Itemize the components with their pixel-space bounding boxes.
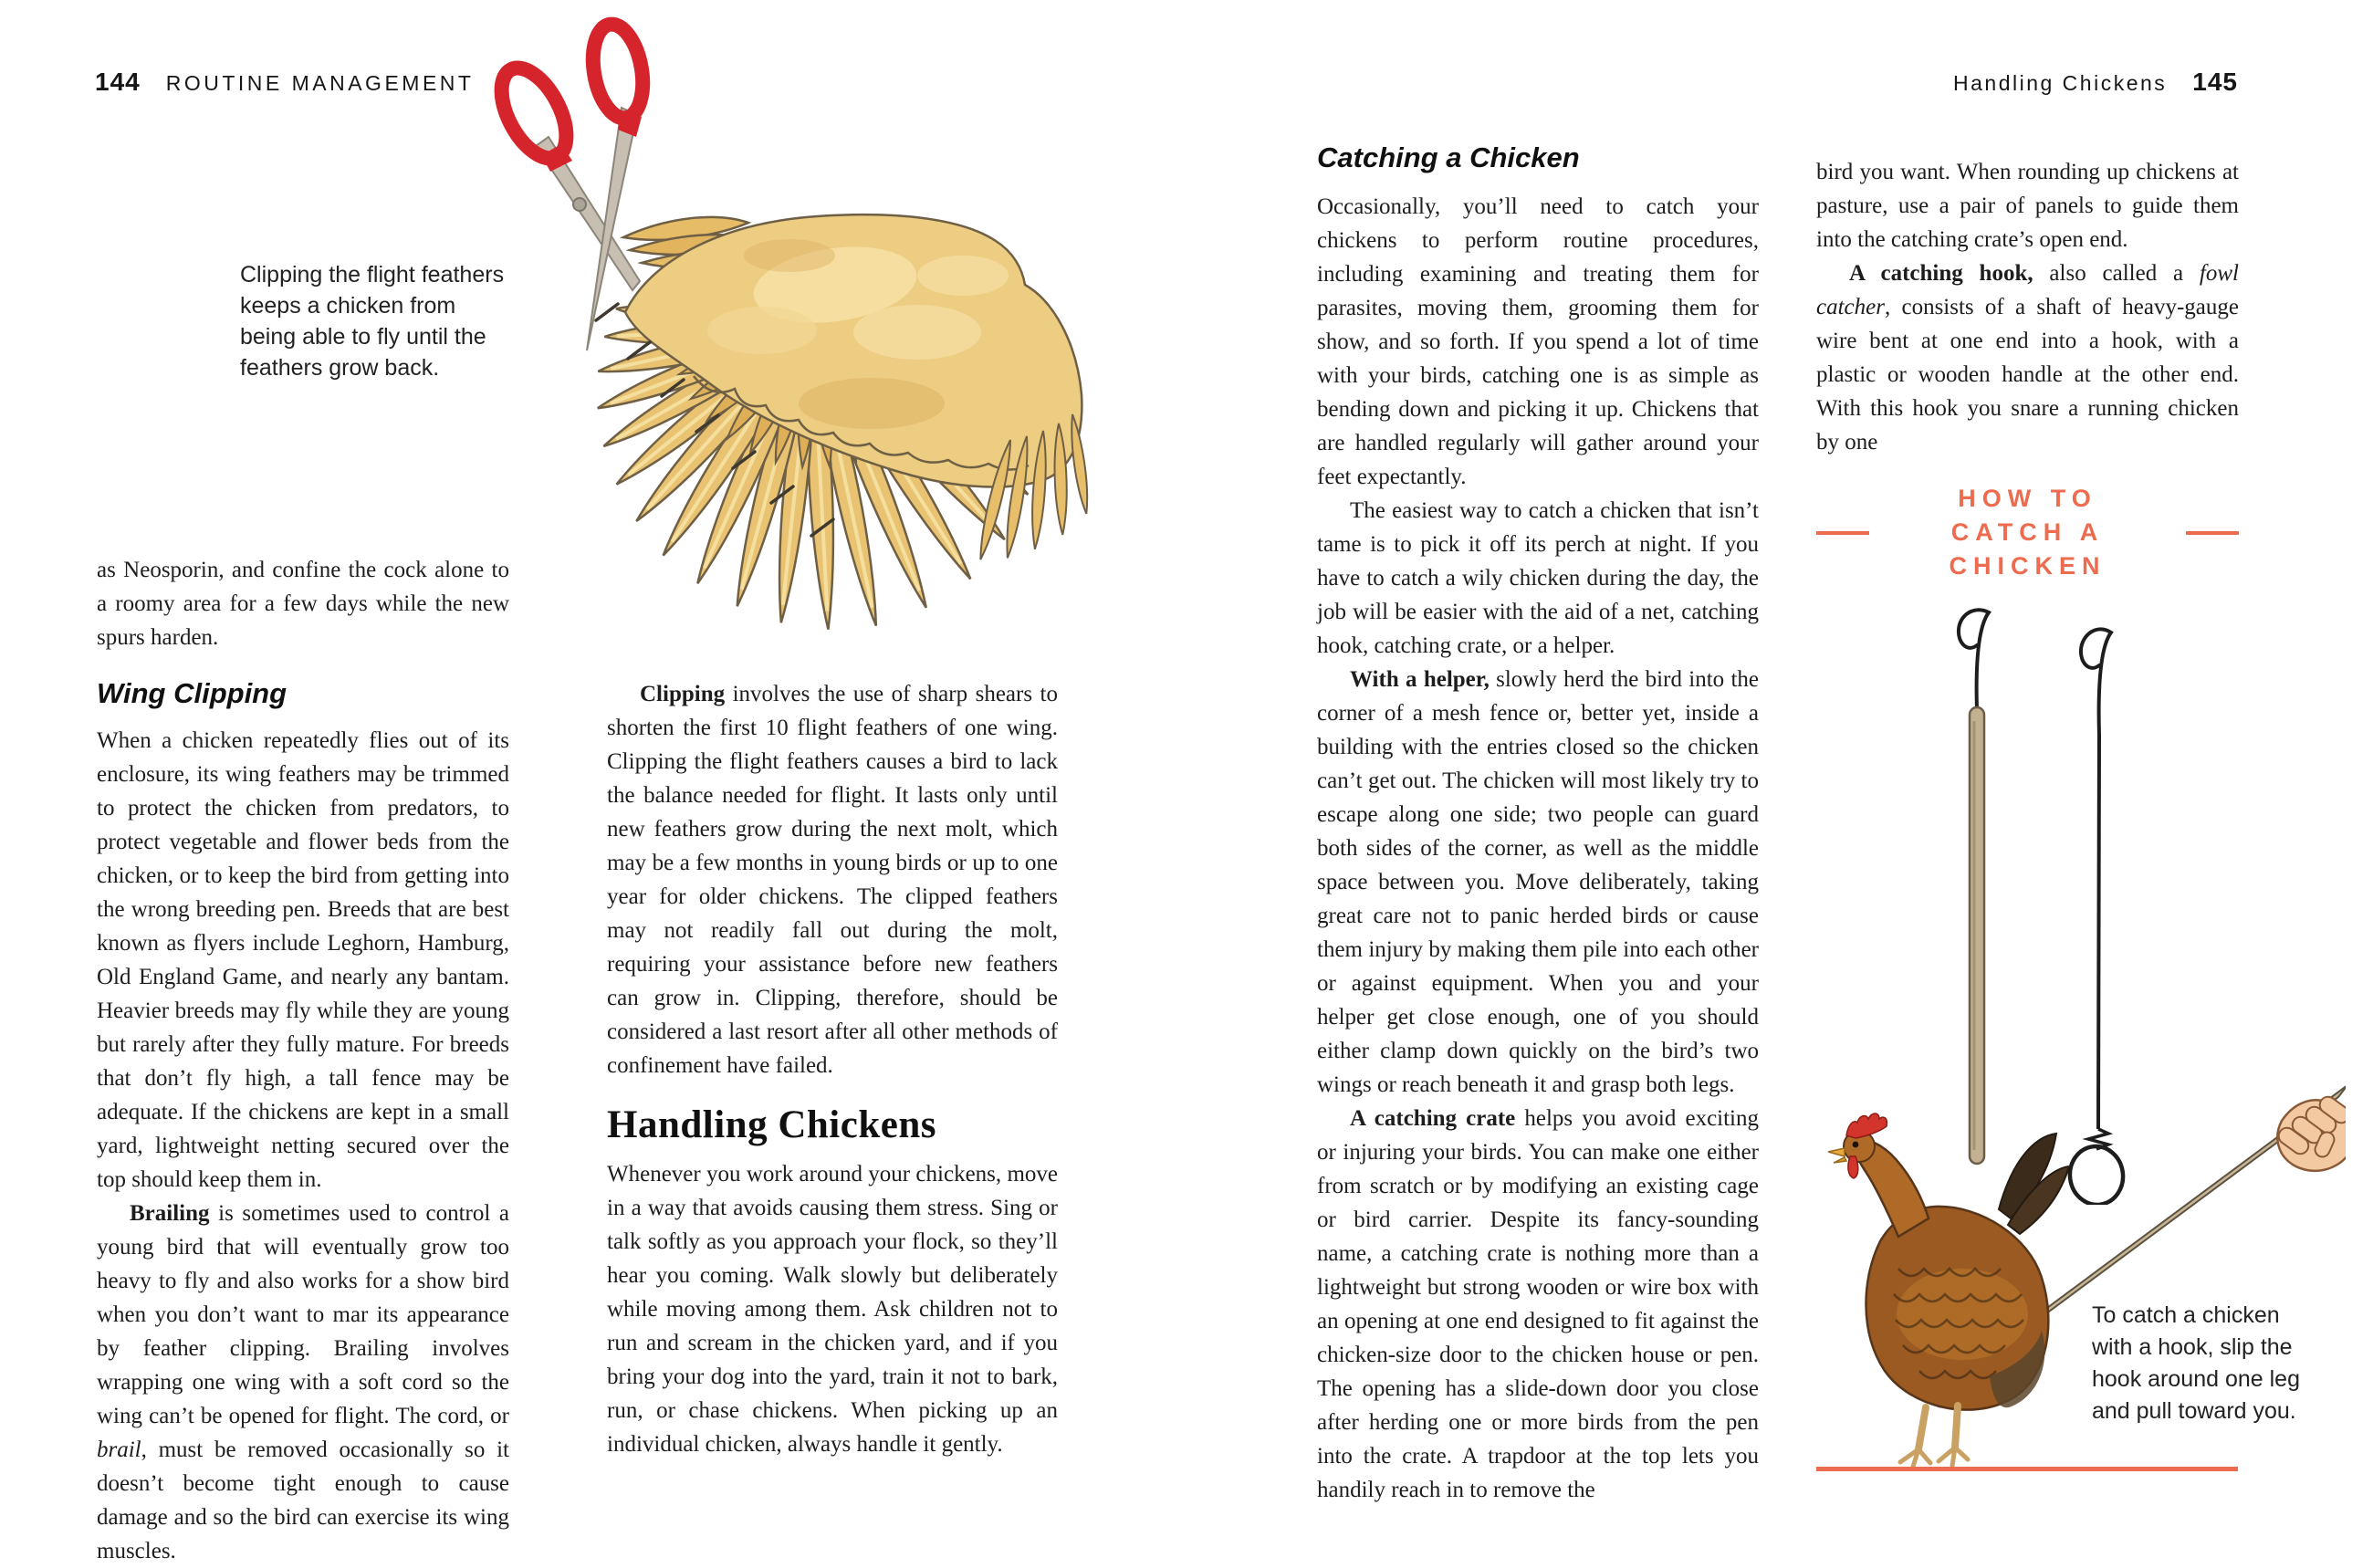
paragraph-text: involves the use of sharp shears to shorten the first 10 flight feathers of one wing. Clipping the flight feathers causes a bird to lack the balance needed for flight. It lasts only until new feathers grow during the next molt, which may be a few months in young birds or up to one year for older chickens. The clipped feathers may not readily fall out during the molt, requiring your assistance before new feathers can grow in. Clipping, therefore, should be considered a last resort after all other methods of confinement have failed. bbox=[607, 682, 1058, 1078]
sidebar-bottom-rule bbox=[1816, 1467, 2238, 1471]
paragraph bbox=[1816, 256, 2239, 459]
scissors-pivot-screw bbox=[573, 198, 586, 211]
bold-lead-catching-crate: A catching crate bbox=[1350, 1106, 1516, 1131]
chicken-legs bbox=[1918, 1406, 1958, 1449]
italic-term-fowl-catcher: fowl catcher bbox=[1816, 261, 2239, 319]
sidebar-caption: To catch a chicken with a hook, slip the hook around one leg and pull toward you. bbox=[2092, 1302, 2300, 1424]
paragraph-continuation: bird you want. When rounding up chickens at pasture, use a pair of panels to guide them into the catching crate’s open end. bbox=[1816, 160, 2239, 252]
italic-term-brail: brail bbox=[97, 1437, 141, 1462]
wing-clipping-illustration bbox=[488, 11, 1100, 668]
paragraph-text: helps you avoid exciting or injuring your birds. You can make one either from scratch or by modifying an existing cage or bird carrier. Despite its fancy-sounding name, a catching crate is nothing more than a lightweight but strong wooden or wire box with an opening at one end designed to fit against the chicken-size door to the chicken house or pen. The opening has a slide-down door you close after herding one or more birds from the pen into the crate. A trapdoor at the top lets you handily reach in to remove the bbox=[1317, 1106, 1760, 1502]
sidebar-how-to-catch-a-chicken bbox=[1816, 482, 2239, 583]
chicken-wattle bbox=[1848, 1156, 1858, 1178]
paragraph-text: slowly herd the bird into the corner of a mesh fence or, better yet, inside a building with the entries closed so the chicken can’t get out. The chicken will most likely try to escape along one side; two people can guard both sides of the corner, as well as the middle space between you. Move deliberately, taking great care not to panic herded birds or cause them injury by making them pile into each other or against equipment. When you and your helper get close enough, one of you should either clamp down quickly on the bird’s two wings or reach beneath it and grasp both legs. bbox=[1317, 667, 1759, 1097]
paragraph-text: , consists of a shaft of heavy-gauge wire bent at one end into a hook, with a plastic or wooden handle at the other end. With this hook you snare a running chicken by one bbox=[1816, 295, 2239, 455]
paragraph bbox=[97, 1197, 509, 1568]
hand-illustration bbox=[2275, 1093, 2346, 1171]
right-page-column-2 bbox=[1816, 155, 2239, 459]
bold-lead-brailing: Brailing bbox=[130, 1201, 210, 1226]
left-page-column-2 bbox=[607, 677, 1058, 1461]
paragraph bbox=[1317, 663, 1759, 1102]
paragraph bbox=[607, 677, 1058, 1082]
figure-caption: Clipping the flight feathers keeps a chicken from being able to fly until the feathers grow back. bbox=[240, 262, 505, 381]
running-head-left bbox=[95, 68, 474, 97]
sidebar-rule-left bbox=[1816, 531, 1869, 535]
section-heading-wing-clipping: Wing Clipping bbox=[97, 677, 287, 709]
bold-lead-catching-hook: A catching hook, bbox=[1849, 261, 2033, 286]
bold-lead-with-a-helper: With a helper, bbox=[1350, 667, 1490, 692]
paragraph: Whenever you work around your chickens, move in a way that avoids causing them stress. Sing or talk softly as you approach your flock, so they’ll hear you coming. Walk slowly but deliberately while moving among them. Ask children not to run and scream in the chicken yard, and if you bring your dog into the yard, train it not to bark, run, or chase chickens. When picking up an individual chicken, always handle it gently. bbox=[607, 1162, 1058, 1457]
chicken-comb bbox=[1846, 1113, 1887, 1138]
section-heading-catching-a-chicken: Catching a Chicken bbox=[1317, 141, 1580, 173]
running-head-right bbox=[1953, 68, 2238, 97]
sidebar-title-line1: HOW TO bbox=[1958, 485, 2097, 512]
paragraph: Occasionally, you’ll need to catch your chickens to perform routine procedures, including examining and treating them for parasites, moving them, grooming them for show, and so forth. If you spend a lot of time with your birds, catching one is as simple as bending down and picking it up. Chickens that are handled regularly will gather around your feet expectantly. bbox=[1317, 194, 1759, 489]
bold-lead-clipping: Clipping bbox=[640, 682, 726, 706]
chapter-heading-handling-chickens: Handling Chickens bbox=[607, 1103, 936, 1146]
paragraph: The easiest way to catch a chicken that isn’t tame is to pick it off its perch at night. If you have to catch a wily chicken during the day, the job will be easier with the aid of a net, catching hook, catching crate, or a helper. bbox=[1317, 498, 1759, 658]
paragraph-text: also called a bbox=[2033, 261, 2200, 286]
paragraph bbox=[1317, 1102, 1759, 1507]
paragraph-continuation: as Neosporin, and confine the cock alone to a roomy area for a few days while the new spurs harden. bbox=[97, 558, 509, 650]
scissors-illustration bbox=[488, 20, 650, 350]
page-number-left: 144 bbox=[95, 68, 141, 96]
chicken-illustration bbox=[1828, 1113, 2069, 1467]
right-page-column-1 bbox=[1317, 142, 1759, 1507]
running-head-right-text: Handling Chickens bbox=[1953, 71, 2168, 95]
paragraph-text: is sometimes used to control a young bird that will eventually grow too heavy to fly and also works for a show bird when you don’t want to mar its appearance by feather clipping. Brailing involves wrapping one wing with a soft cord so the wing can’t be opened for flight. The cord, or bbox=[97, 1201, 509, 1428]
sidebar-title-text bbox=[1884, 482, 2171, 583]
left-page-column-1 bbox=[97, 553, 509, 1568]
paragraph: When a chicken repeatedly flies out of its enclosure, its wing feathers may be trimmed to protect the chicken from predators, to protect vegetable and flower beds from the chicken, or to keep the bird from getting into the wrong breeding pen. Breeds that are best known as flyers include Leghorn, Hamburg, Old England Game, and nearly any bantam. Heavier breeds may fly while they are young but rarely after they fully mature. For breeds that don’t fly high, a tall fence may be adequate. If the chickens are kept in a small yard, lightweight netting secured over the top should keep them in. bbox=[97, 728, 509, 1192]
paragraph-text: , must be removed occasionally so it doesn’t become tight enough to cause damage and so the bird can exercise its wing muscles. bbox=[97, 1437, 509, 1563]
page-number-right: 145 bbox=[2192, 68, 2238, 96]
running-head-left-text: ROUTINE MANAGEMENT bbox=[165, 71, 475, 95]
sidebar-rule-right bbox=[2186, 531, 2239, 535]
sidebar-title-line2: CATCH A CHICKEN bbox=[1949, 518, 2106, 580]
